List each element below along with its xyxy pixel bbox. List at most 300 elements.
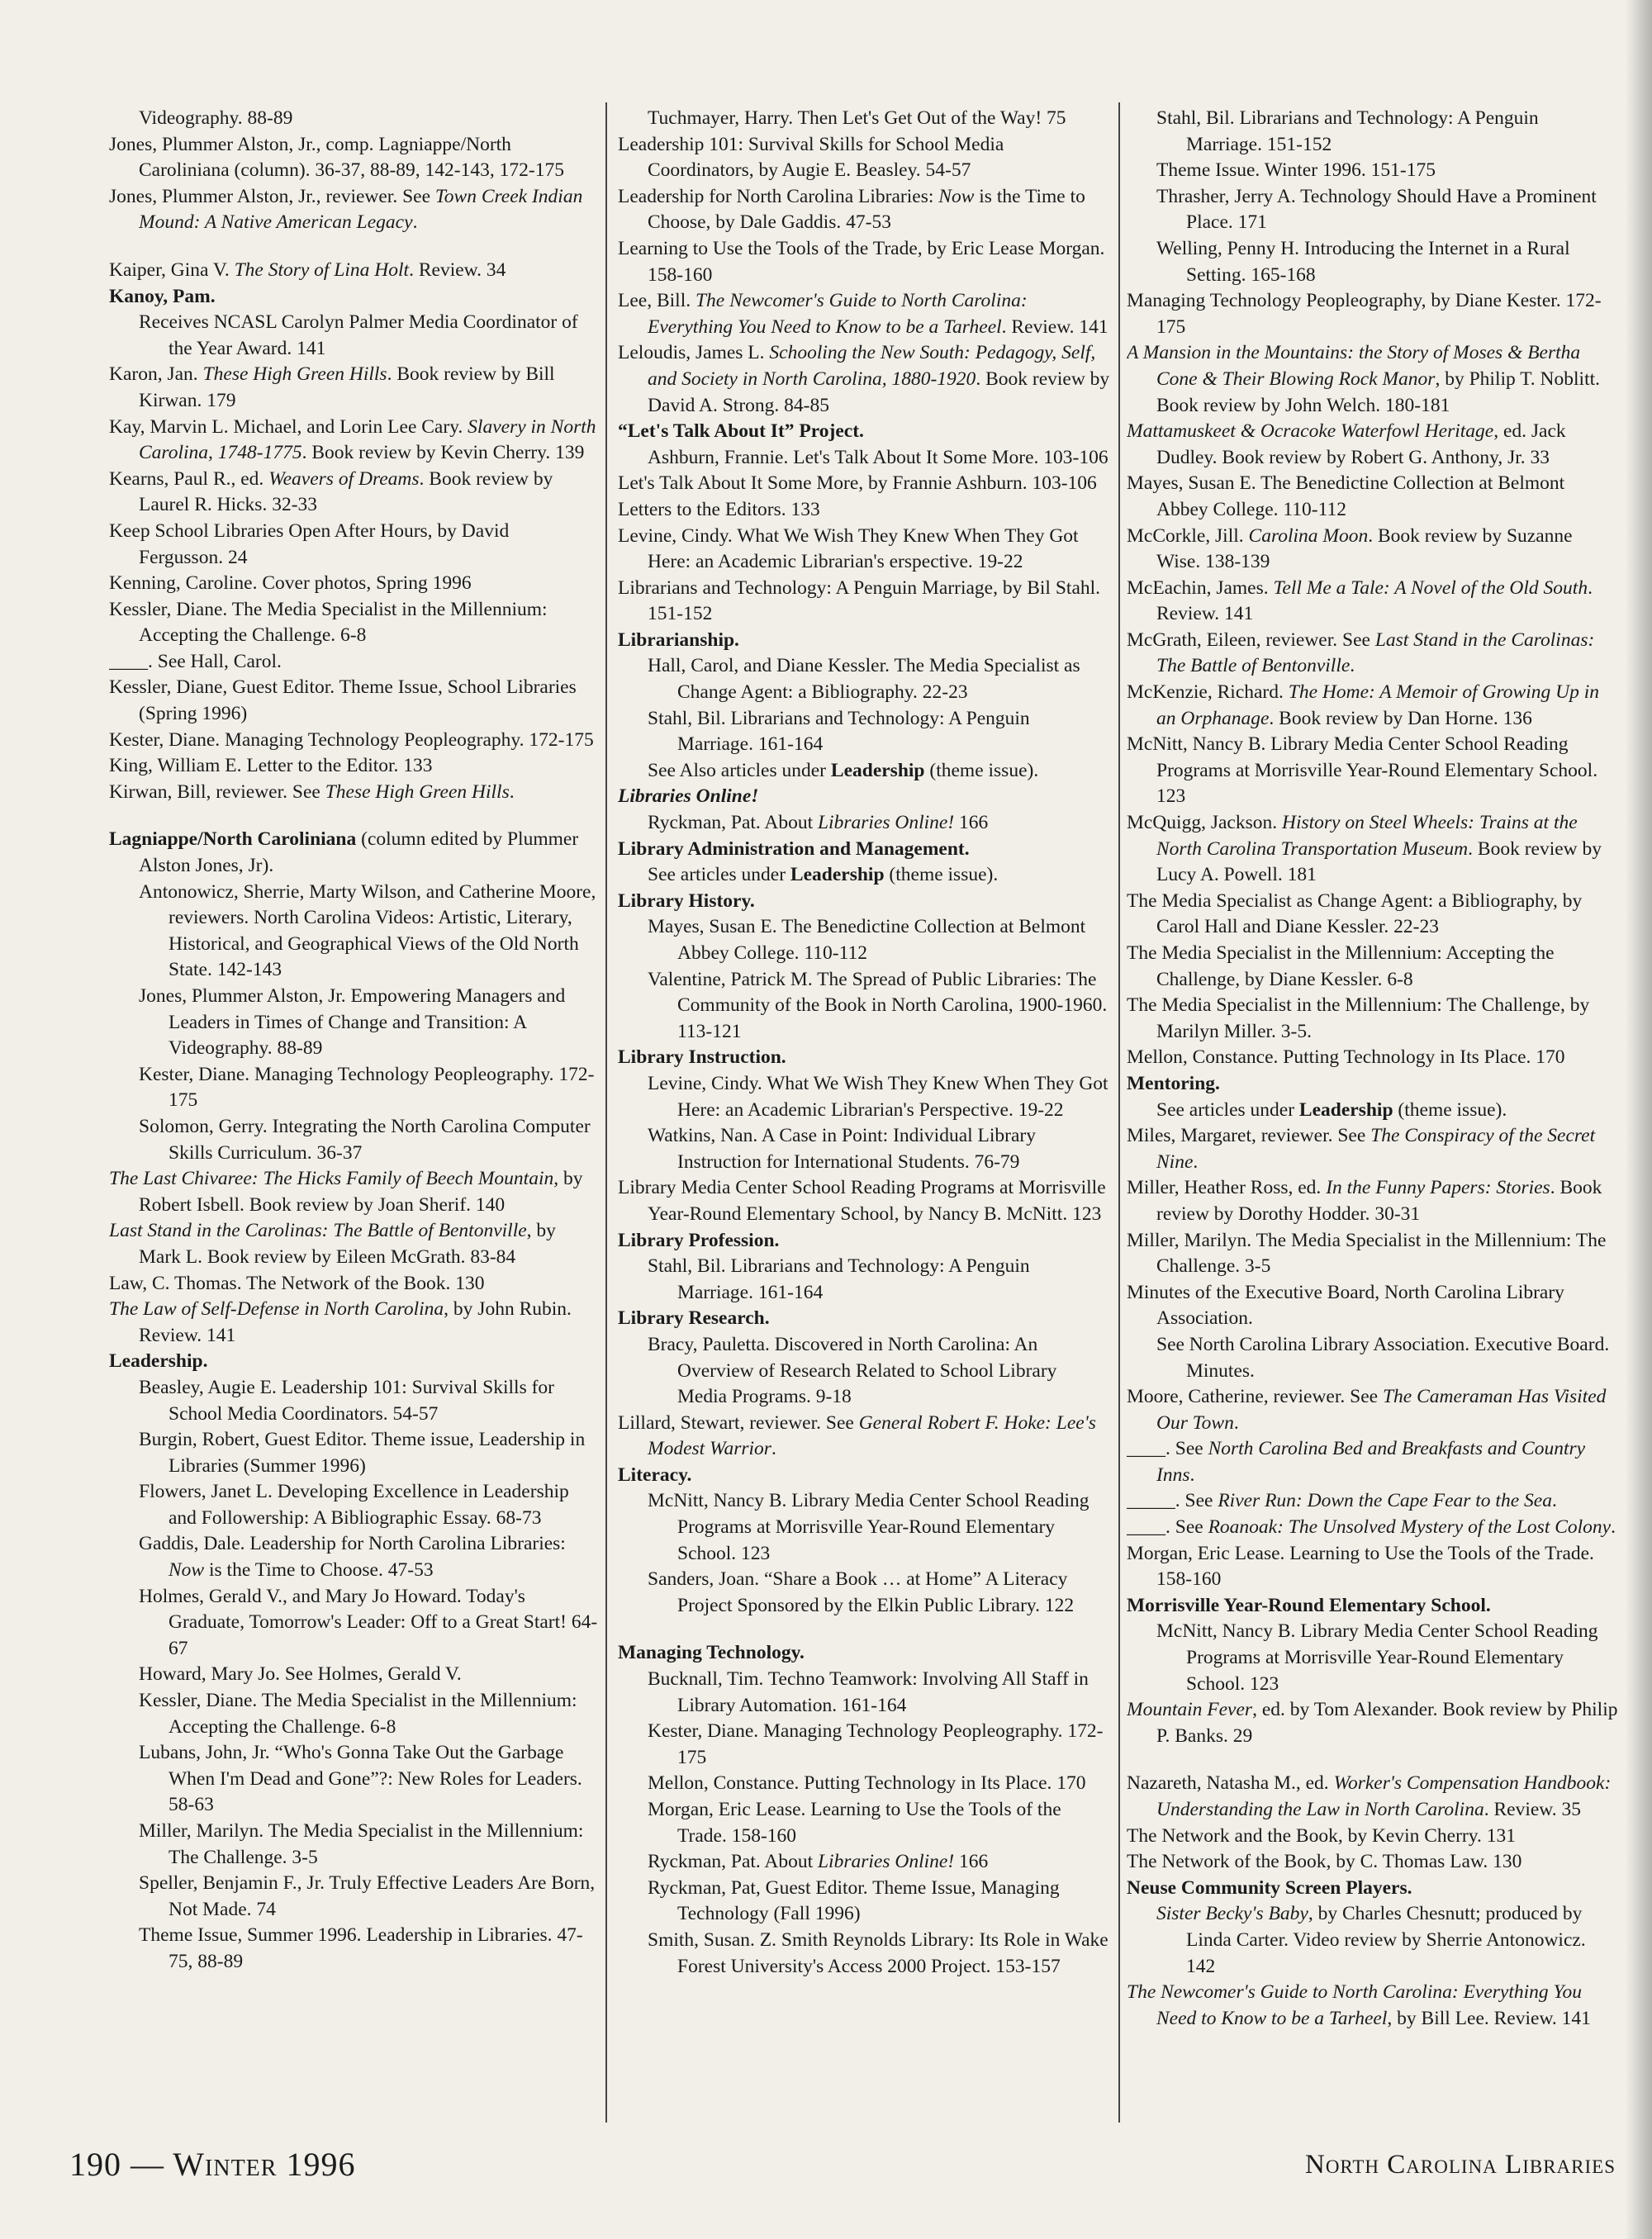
entry-text: McEachin, James. — [1127, 576, 1274, 599]
index-subentry — [618, 1719, 1110, 1771]
entry-text: , by Robert Isbell. Book review by Joan Sherif. 140 — [139, 1168, 583, 1216]
entry-text: The Story of Lina Holt — [234, 259, 410, 281]
entry-text: Last Stand in the Carolinas: The Battle of Bentonville — [109, 1220, 527, 1242]
index-subentry — [618, 1876, 1110, 1928]
entry-text: Stahl, Bil. Librarians and Technology: A Penguin Marriage. 161-164 — [648, 707, 1030, 756]
entry-gap — [109, 805, 598, 827]
entry-text: Lubans, John, Jr. “Who's Gonna Take Out the Garbage When I'm Dead and Gone”?: New Roles for Leaders. 58-63 — [139, 1742, 582, 1816]
index-entry — [618, 340, 1110, 419]
entry-text: Jones, Plummer Alston, Jr., reviewer. See — [109, 185, 435, 207]
index-entry — [618, 1175, 1110, 1227]
index-entry — [109, 132, 598, 184]
entry-text: Kaiper, Gina V. — [109, 259, 235, 281]
entry-text: The Home: A Memoir of Growing Up in an Orphanage — [1156, 681, 1599, 729]
entry-text: Antonowicz, Sherrie, Marty Wilson, and Catherine Moore, reviewers. North Carolina Videos: Artistic, Literary, Historical, and Geographical Views of the Old North State. 142-143 — [139, 880, 596, 981]
index-entry — [109, 597, 598, 649]
index-subentry — [618, 967, 1110, 1046]
index-entry — [1127, 288, 1619, 340]
entry-text: General Robert F. Hoke: Lee's Modest Warrior — [648, 1411, 1096, 1460]
entry-text: Mellon, Constance. Putting Technology in Its Place. 170 — [648, 1772, 1086, 1795]
index-heading — [618, 1045, 1110, 1071]
entry-text: Holmes, Gerald V., and Mary Jo Howard. Today's Graduate, Tomorrow's Leader: Off to a Great Start! 64-67 — [139, 1585, 598, 1659]
index-heading — [618, 837, 1110, 863]
entry-text: Howard, Mary Jo. See Holmes, Gerald V. — [139, 1663, 462, 1686]
entry-text: Hall, Carol, and Diane Kessler. The Media Specialist as Change Agent: a Bibliography. 22-23 — [648, 655, 1080, 704]
entry-text: Libraries Online! — [618, 785, 759, 808]
entry-text: ____. See — [1127, 1516, 1208, 1539]
entry-text: Leadership 101: Survival Skills for School Media Coordinators, by Augie E. Beasley. 54-57 — [618, 133, 1004, 182]
entry-text: Kessler, Diane, Guest Editor. Theme Issue, School Libraries (Spring 1996) — [109, 676, 577, 725]
index-entry — [109, 649, 598, 676]
entry-text: See Also articles under — [648, 759, 831, 781]
entry-text: Stahl, Bil. Librarians and Technology: A Penguin Marriage. 151-152 — [1156, 107, 1539, 155]
index-heading — [618, 1228, 1110, 1255]
index-subentry — [618, 1567, 1110, 1619]
entry-text: 166 — [954, 812, 989, 834]
index-entry — [1127, 471, 1619, 523]
entry-text: Lagniappe/North Caroliniana — [109, 828, 357, 851]
entry-text: McNitt, Nancy B. Library Media Center School Reading Programs at Morrisville Year-Round Elementary School. 123 — [648, 1490, 1089, 1564]
entry-text: Theme Issue, Summer 1996. Leadership in Libraries. 47-75, 88-89 — [139, 1924, 583, 1972]
index-subentry — [109, 1531, 598, 1583]
entry-text: Ryckman, Pat, Guest Editor. Theme Issue, Managing Technology (Fall 1996) — [648, 1876, 1060, 1925]
entry-text: The Media Specialist as Change Agent: a Bibliography, by Carol Hall and Diane Kessler. 22-23 — [1127, 889, 1583, 938]
entry-text: Miller, Marilyn. The Media Specialist in the Millennium: The Challenge. 3-5 — [139, 1820, 584, 1868]
entry-text: These High Green Hills — [325, 780, 510, 803]
entry-text: . Book review by Suzanne Wise. 138-139 — [1156, 524, 1573, 573]
index-subentry — [109, 880, 598, 984]
index-subentry — [109, 1871, 598, 1923]
index-entry — [109, 362, 598, 414]
entry-text: , by Charles Chesnutt; produced by Linda Carter. Video review by Sherrie Antonowicz. 142 — [1186, 1903, 1586, 1977]
index-subentry — [618, 1849, 1110, 1876]
index-column-2 — [618, 106, 1110, 2088]
entry-text: (theme issue). — [1393, 1098, 1507, 1121]
index-subentry — [618, 1071, 1110, 1123]
entry-text: Leloudis, James L. — [618, 342, 770, 364]
index-entry — [1127, 889, 1619, 941]
entry-text: Mentoring. — [1127, 1072, 1220, 1094]
entry-text: Kester, Diane. Managing Technology Peopleography. 172-175 — [648, 1720, 1104, 1768]
index-entry — [618, 471, 1110, 497]
entry-text: Ashburn, Frannie. Let's Talk About It Some More. 103-106 — [648, 446, 1108, 468]
entry-text: The Network and the Book, by Kevin Cherry. 131 — [1127, 1824, 1516, 1847]
entry-text: (column edited by Plummer Alston Jones, Jr). — [139, 828, 579, 877]
index-heading — [1127, 1071, 1619, 1098]
index-entry — [1127, 419, 1619, 471]
index-entry — [109, 1297, 598, 1349]
entry-text: Letters to the Editors. 133 — [618, 498, 820, 520]
index-entry — [109, 1166, 598, 1218]
entry-text: Law, C. Thomas. The Network of the Book. 130 — [109, 1272, 485, 1294]
entry-text: Kanoy, Pam. — [109, 285, 216, 307]
index-entry — [1127, 1123, 1619, 1175]
index-heading — [1127, 1593, 1619, 1620]
entry-text: Flowers, Janet L. Developing Excellence in Leadership and Followership: A Bibliographic Essay. 68-73 — [139, 1481, 569, 1529]
entry-text: Tell Me a Tale: A Novel of the Old South — [1273, 576, 1588, 599]
entry-text: Morrisville Year-Round Elementary School. — [1127, 1594, 1491, 1616]
index-entry — [618, 1411, 1110, 1463]
entry-text: Let's Talk About It Some More, by Frannie Ashburn. 103-106 — [618, 472, 1097, 495]
index-entry — [109, 519, 598, 571]
entry-text: Leadership — [1298, 1098, 1393, 1121]
entry-text: Morgan, Eric Lease. Learning to Use the Tools of the Trade. 158-160 — [1127, 1542, 1594, 1591]
entry-text: Nazareth, Natasha M., ed. — [1127, 1772, 1334, 1795]
index-entry — [1127, 340, 1619, 419]
entry-text: Kay, Marvin L. Michael, and Lorin Lee Cary. — [109, 415, 468, 438]
entry-text: . — [412, 211, 418, 234]
entry-text: . Review. 141 — [1001, 315, 1108, 338]
entry-text: Mellon, Constance. Putting Technology in Its Place. 170 — [1127, 1046, 1565, 1069]
index-subentry — [109, 984, 598, 1062]
entry-text: The Newcomer's Guide to North Carolina: Everything You Need to Know to be a Tarheel — [648, 290, 1028, 338]
index-entry — [1127, 1697, 1619, 1749]
entry-text: Theme Issue. Winter 1996. 151-175 — [1156, 159, 1436, 182]
entry-text: is the Time to Choose, by Dale Gaddis. 47-53 — [648, 185, 1085, 234]
entry-text: 166 — [954, 1851, 989, 1873]
index-entry — [1127, 680, 1619, 732]
entry-text: Moore, Catherine, reviewer. See — [1127, 1386, 1383, 1408]
entry-text: The Media Specialist in the Millennium: The Challenge, by Marilyn Miller. 3-5. — [1127, 994, 1590, 1042]
entry-text: . Book review by David A. Strong. 84-85 — [648, 368, 1110, 416]
index-subentry — [109, 106, 598, 132]
entry-text: The Law of Self-Defense in North Carolina — [109, 1298, 444, 1321]
index-entry — [618, 288, 1110, 340]
entry-text: Miller, Marilyn. The Media Specialist in the Millennium: The Challenge. 3-5 — [1127, 1229, 1607, 1278]
entry-text: The Cameraman Has Visited Our Town — [1156, 1386, 1607, 1434]
entry-text: Solomon, Gerry. Integrating the North Carolina Computer Skills Curriculum. 36-37 — [139, 1115, 591, 1164]
index-subentry — [618, 1771, 1110, 1797]
entry-text: _____. See — [1127, 1490, 1218, 1512]
index-subentry — [618, 1123, 1110, 1175]
index-entry — [109, 258, 598, 284]
index-entry — [109, 184, 598, 236]
entry-text: See articles under — [648, 864, 790, 886]
entry-text: . Book review by Laurel R. Hicks. 32-33 — [139, 467, 553, 516]
entry-text: Gaddis, Dale. Leadership for North Carolina Libraries: — [139, 1533, 566, 1555]
entry-text: , by Philip T. Noblitt. Book review by John Welch. 180-181 — [1156, 368, 1601, 416]
index-entry — [618, 497, 1110, 524]
index-entry — [1127, 524, 1619, 576]
index-heading — [618, 1306, 1110, 1332]
index-entry — [1127, 810, 1619, 889]
index-entry — [1127, 941, 1619, 993]
entry-text: Library Instruction. — [618, 1046, 786, 1069]
entry-text: Levine, Cindy. What We Wish They Knew When They Got Here: an Academic Librarian's erspective. 19-22 — [618, 524, 1079, 573]
entry-text: . — [1551, 1490, 1557, 1512]
index-entry — [109, 467, 598, 519]
index-entry — [618, 524, 1110, 576]
entry-text: Kirwan, Bill, reviewer. See — [109, 780, 325, 803]
entry-text: . — [1189, 1463, 1195, 1486]
entry-text: The Conspiracy of the Secret Nine — [1156, 1125, 1596, 1173]
index-subentry — [109, 1062, 598, 1114]
entry-text: Sanders, Joan. “Share a Book … at Home” A Literacy Project Sponsored by the Elkin Public Library. 122 — [648, 1568, 1075, 1616]
entry-text: . — [771, 1438, 776, 1460]
entry-text: . Book review by Lucy A. Powell. 181 — [1156, 837, 1602, 886]
entry-text: . Book review by Dan Horne. 136 — [1269, 707, 1532, 729]
entry-text: Beasley, Augie E. Leadership 101: Survival Skills for School Media Coordinators. 54-57 — [139, 1376, 554, 1425]
entry-text: . — [509, 780, 515, 803]
entry-text: Bracy, Pauletta. Discovered in North Carolina: An Overview of Research Related to School Library Media Programs. 9-18 — [648, 1333, 1057, 1408]
index-entry — [109, 571, 598, 597]
index-subentry — [618, 862, 1110, 889]
entry-text: Kessler, Diane. The Media Specialist in the Millennium: Accepting the Challenge. 6-8 — [109, 598, 548, 647]
entry-text: Miles, Margaret, reviewer. See — [1127, 1125, 1371, 1147]
index-heading — [109, 1349, 598, 1375]
index-subentry — [109, 310, 598, 362]
entry-text: McCorkle, Jill. — [1127, 524, 1249, 547]
page-number: 190 — Winter 1996 — [69, 2146, 356, 2183]
index-entry — [1127, 1280, 1619, 1332]
entry-text: , by Mark L. Book review by Eileen McGrath. 83-84 — [139, 1220, 556, 1268]
entry-text: Library History. — [618, 889, 755, 912]
entry-text: See articles under — [1156, 1098, 1299, 1121]
index-heading — [618, 419, 1110, 445]
entry-text: Kessler, Diane. The Media Specialist in the Millennium: Accepting the Challenge. 6-8 — [139, 1690, 577, 1738]
index-heading — [618, 1640, 1110, 1667]
entry-text: McQuigg, Jackson. — [1127, 812, 1282, 834]
index-subentry — [618, 1254, 1110, 1306]
entry-text: McKenzie, Richard. — [1127, 681, 1289, 704]
entry-gap — [1127, 1749, 1619, 1771]
entry-text: Miller, Heather Ross, ed. — [1127, 1177, 1327, 1199]
entry-text: Stahl, Bil. Librarians and Technology: A Penguin Marriage. 161-164 — [648, 1255, 1030, 1303]
entry-text: Kester, Diane. Managing Technology Peopleography. 172-175 — [109, 728, 594, 751]
index-entry — [109, 728, 598, 754]
entry-text: Librarians and Technology: A Penguin Marriage, by Bil Stahl. 151-152 — [618, 576, 1101, 625]
entry-text: A Mansion in the Mountains: the Story of Moses & Bertha Cone & Their Blowing Rock Manor — [1127, 342, 1581, 390]
entry-text: Kearns, Paul R., ed. — [109, 467, 269, 490]
entry-text: . — [1350, 655, 1355, 677]
entry-text: , by Bill Lee. Review. 141 — [1387, 2007, 1591, 2029]
index-subentry — [618, 1797, 1110, 1849]
index-entry — [1127, 1045, 1619, 1071]
entry-text: Kester, Diane. Managing Technology Peopleography. 172-175 — [139, 1063, 595, 1112]
index-subentry — [109, 1662, 598, 1688]
entry-text: is the Time to Choose. 47-53 — [204, 1559, 434, 1582]
index-subentry — [1127, 184, 1619, 236]
index-subentry — [618, 1488, 1110, 1567]
entry-text: Lillard, Stewart, reviewer. See — [618, 1411, 859, 1434]
entry-text: Valentine, Patrick M. The Spread of Public Libraries: The Community of the Book in North Carolina, 1900-1960. 113-121 — [648, 968, 1108, 1042]
entry-text: Sister Becky's Baby — [1156, 1903, 1308, 1925]
entry-text: Speller, Benjamin F., Jr. Truly Effective Leaders Are Born, Not Made. 74 — [139, 1872, 596, 1920]
entry-gap — [109, 236, 598, 258]
entry-text: Keep School Libraries Open After Hours, by David Fergusson. 24 — [109, 519, 510, 568]
entry-text: , ed. Jack Dudley. Book review by Robert G. Anthony, Jr. 33 — [1156, 420, 1566, 468]
index-heading — [618, 784, 1110, 810]
index-subentry — [618, 445, 1110, 472]
entry-text: Library Research. — [618, 1307, 770, 1330]
index-heading — [1127, 1876, 1619, 1902]
index-subentry — [618, 106, 1110, 132]
index-entry — [1127, 1488, 1619, 1515]
entry-text: Now — [938, 185, 975, 207]
entry-text: Karon, Jan. — [109, 363, 203, 386]
entry-text: Libraries Online! — [817, 1851, 955, 1873]
entry-text: Watkins, Nan. A Case in Point: Individual Library Instruction for International Students. 76-79 — [648, 1125, 1037, 1173]
index-entry — [109, 827, 598, 879]
entry-text: Mountain Fever — [1127, 1699, 1253, 1721]
index-entry — [1127, 1384, 1619, 1436]
entry-text: Roanoak: The Unsolved Mystery of the Lost Colony — [1208, 1516, 1612, 1539]
entry-text: , ed. by Tom Alexander. Book review by Philip P. Banks. 29 — [1156, 1699, 1618, 1747]
index-entry — [109, 1271, 598, 1297]
entry-text: Videography. 88-89 — [139, 107, 293, 129]
entry-text: The Newcomer's Guide to North Carolina: Everything You Need to Know to be a Tarheel — [1127, 1981, 1582, 2029]
entry-text: ____. See — [1127, 1438, 1208, 1460]
index-subentry — [109, 1740, 598, 1819]
entry-text: Smith, Susan. Z. Smith Reynolds Library: Its Role in Wake Forest University's Access 2000 Project. 153-157 — [648, 1928, 1108, 1977]
entry-text: Leadership — [830, 759, 925, 781]
entry-text: Library Profession. — [618, 1229, 780, 1251]
index-entry — [618, 132, 1110, 184]
index-entry — [109, 1218, 598, 1270]
entry-text: Mattamuskeet & Ocracoke Waterfowl Heritage — [1127, 420, 1494, 443]
entry-text: Welling, Penny H. Introducing the Internet in a Rural Setting. 165-168 — [1156, 237, 1570, 286]
entry-text: Now — [169, 1559, 205, 1582]
column-rule — [1118, 102, 1120, 2123]
index-column-3 — [1127, 106, 1619, 2088]
index-subentry — [109, 1688, 598, 1740]
entry-text: . Book review by Bill Kirwan. 179 — [139, 363, 555, 411]
entry-text: King, William E. Letter to the Editor. 133 — [109, 755, 433, 777]
entry-text: . — [1233, 1411, 1239, 1434]
entry-gap — [618, 1619, 1110, 1640]
entry-text: Lee, Bill. — [618, 290, 695, 312]
entry-text: Ryckman, Pat. About — [648, 1851, 818, 1873]
entry-text: Levine, Cindy. What We Wish They Knew When They Got Here: an Academic Librarian's Perspective. 19-22 — [648, 1072, 1108, 1121]
entry-text: Librarianship. — [618, 629, 739, 651]
index-entry — [109, 780, 598, 806]
index-subentry — [618, 1667, 1110, 1719]
index-heading — [618, 889, 1110, 915]
entry-text: (theme issue). — [924, 759, 1039, 781]
entry-text: , by John Rubin. Review. 141 — [139, 1298, 572, 1346]
index-entry — [1127, 1849, 1619, 1876]
entry-text: . — [1611, 1516, 1616, 1539]
index-subentry — [1127, 236, 1619, 288]
index-subentry — [618, 653, 1110, 705]
entry-text: North Carolina Bed and Breakfasts and Country Inns — [1156, 1438, 1586, 1486]
index-entry — [1127, 1824, 1619, 1850]
entry-text: Neuse Community Screen Players. — [1127, 1876, 1412, 1899]
entry-text: The Network of the Book, by C. Thomas Law. 130 — [1127, 1851, 1522, 1873]
entry-text: The Media Specialist in the Millennium: Accepting the Challenge, by Diane Kessler. 6-8 — [1127, 942, 1555, 990]
entry-text: Kenning, Caroline. Cover photos, Spring 1996 — [109, 572, 472, 595]
index-entry — [1127, 1541, 1619, 1593]
index-subentry — [1127, 106, 1619, 158]
entry-text: . Review. 35 — [1483, 1799, 1581, 1820]
entry-text: Jones, Plummer Alston, Jr., comp. Lagniappe/North Caroliniana (column). 36-37, 88-89, 142-143, 172-175 — [109, 133, 564, 182]
entry-text: Jones, Plummer Alston, Jr. Empowering Managers and Leaders in Times of Change and Transition: A Videography. 88-89 — [139, 985, 566, 1060]
index-subentry — [109, 1819, 598, 1871]
entry-text: Learning to Use the Tools of the Trade, by Eric Lease Morgan. 158-160 — [618, 237, 1105, 286]
entry-text: Managing Technology. — [618, 1642, 805, 1664]
entry-text: See North Carolina Library Association. Executive Board. Minutes. — [1156, 1333, 1610, 1382]
index-subentry — [618, 706, 1110, 758]
index-subentry — [618, 1928, 1110, 1980]
index-subentry — [618, 810, 1110, 837]
entry-text: Ryckman, Pat. About — [648, 812, 818, 834]
entry-text: . Book review by Kevin Cherry. 139 — [301, 442, 585, 464]
entry-text: Morgan, Eric Lease. Learning to Use the Tools of the Trade. 158-160 — [648, 1799, 1061, 1847]
index-subentry — [1127, 158, 1619, 184]
entry-text: Last Stand in the Carolinas: The Battle of Bentonville — [1156, 629, 1595, 677]
index-entry — [1127, 1436, 1619, 1488]
entry-text: McNitt, Nancy B. Library Media Center School Reading Programs at Morrisville Year-Round Elementary School. 123 — [1156, 1620, 1598, 1695]
entry-text: . Review. 141 — [1156, 576, 1593, 625]
index-subentry — [1127, 1619, 1619, 1697]
entry-text: Libraries Online! — [817, 812, 955, 834]
index-entry — [1127, 1175, 1619, 1227]
index-subentry — [618, 914, 1110, 966]
entry-text: . Book review by Dorothy Hodder. 30-31 — [1156, 1177, 1602, 1225]
entry-text: “Let's Talk About It” Project. — [618, 420, 864, 443]
entry-text: Bucknall, Tim. Techno Teamwork: Involving All Staff in Library Automation. 161-164 — [648, 1668, 1089, 1716]
index-subentry — [1127, 1098, 1619, 1124]
index-entry — [1127, 576, 1619, 628]
index-entry — [1127, 1980, 1619, 2032]
index-heading — [618, 1463, 1110, 1489]
index-subentry — [109, 1479, 598, 1531]
entry-text: McNitt, Nancy B. Library Media Center School Reading Programs at Morrisville Year-Round Elementary School. 123 — [1127, 733, 1598, 808]
index-entry — [1127, 628, 1619, 680]
entry-text: Schooling the New South: Pedagogy, Self, and Society in North Carolina, 1880-1920 — [648, 342, 1096, 390]
entry-text: (theme issue). — [884, 864, 999, 886]
index-entry — [109, 753, 598, 780]
index-subentry — [1127, 1901, 1619, 1980]
entry-text: Weavers of Dreams — [268, 467, 420, 490]
index-entry — [109, 675, 598, 727]
journal-name: North Carolina Libraries — [1304, 2150, 1616, 2180]
index-column-1 — [109, 106, 598, 2088]
index-subentry — [109, 1584, 598, 1663]
entry-text: Receives NCASL Carolyn Palmer Media Coordinator of the Year Award. 141 — [139, 311, 578, 359]
index-subentry — [1127, 1332, 1619, 1384]
index-heading — [618, 628, 1110, 654]
index-entry — [1127, 1771, 1619, 1823]
index-subentry — [109, 1375, 598, 1427]
index-entry — [618, 184, 1110, 236]
entry-text: Literacy. — [618, 1463, 692, 1486]
entry-text: McGrath, Eileen, reviewer. See — [1127, 629, 1375, 651]
entry-text: Thrasher, Jerry A. Technology Should Have a Prominent Place. 171 — [1156, 185, 1597, 234]
entry-text: Mayes, Susan E. The Benedictine Collection at Belmont Abbey College. 110-112 — [1127, 472, 1565, 520]
index-subentry — [109, 1114, 598, 1166]
entry-text: The Last Chivaree: The Hicks Family of Beech Mountain — [109, 1168, 554, 1190]
entry-text: Managing Technology Peopleography, by Diane Kester. 172-175 — [1127, 290, 1602, 338]
entry-text: Burgin, Robert, Guest Editor. Theme issue, Leadership in Libraries (Summer 1996) — [139, 1429, 586, 1477]
entry-text: Leadership — [790, 864, 885, 886]
entry-text: Carolina Moon — [1248, 524, 1369, 547]
entry-text: River Run: Down the Cape Fear to the Sea — [1218, 1490, 1552, 1512]
index-subentry — [618, 1332, 1110, 1411]
entry-text: Tuchmayer, Harry. Then Let's Get Out of the Way! 75 — [648, 107, 1066, 129]
index-heading — [109, 284, 598, 311]
column-rule — [605, 102, 607, 2123]
entry-text: Library Administration and Management. — [618, 837, 970, 860]
page-edge-shadow — [1626, 0, 1652, 2239]
entry-text: History on Steel Wheels: Trains at the North Carolina Transportation Museum — [1156, 812, 1578, 860]
index-entry — [109, 415, 598, 467]
index-entry — [618, 576, 1110, 628]
index-entry — [1127, 732, 1619, 810]
entry-text: Leadership for North Carolina Libraries: — [618, 185, 939, 207]
page-footer — [0, 2145, 1652, 2194]
entry-text: Town Creek Indian Mound: A Native American Legacy — [139, 185, 583, 234]
